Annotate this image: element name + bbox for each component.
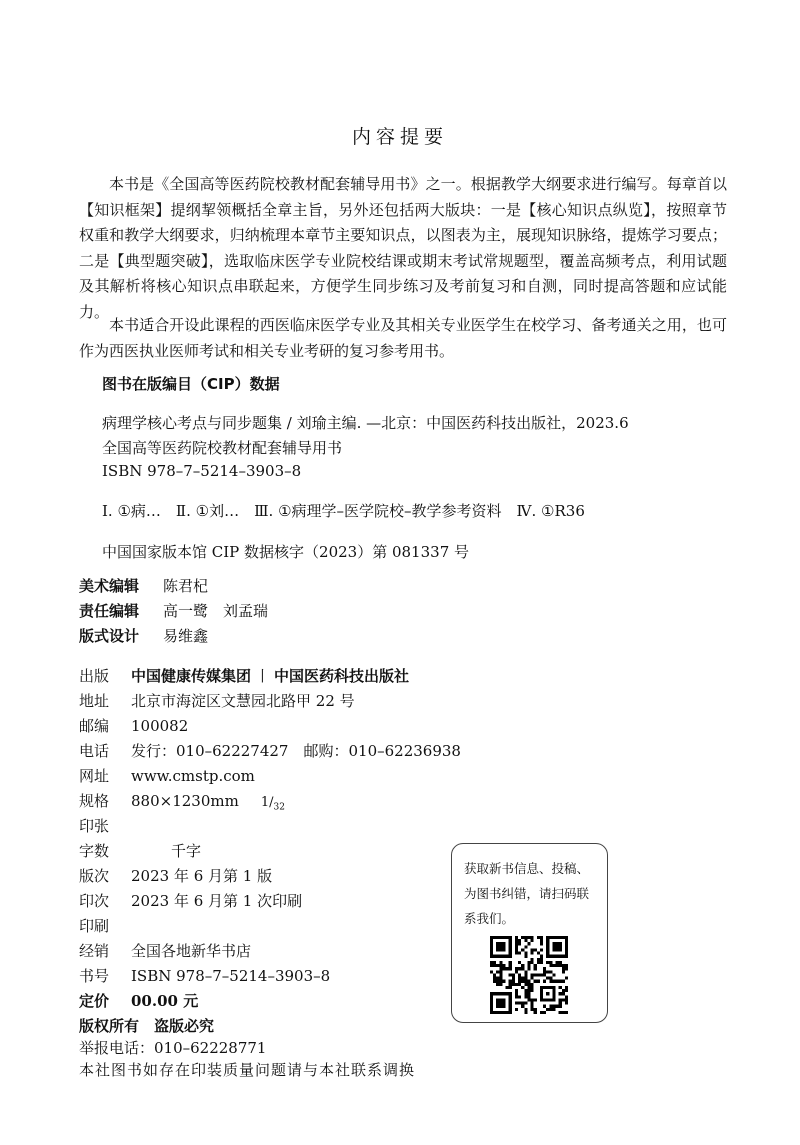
edition-row	[79, 865, 272, 886]
qr-code-icon[interactable]	[490, 936, 568, 1014]
qr-module	[543, 1005, 546, 1008]
qr-module	[521, 948, 524, 951]
qr-module	[559, 964, 562, 967]
qr-module	[518, 967, 521, 970]
qr-module	[534, 964, 537, 967]
qr-module	[540, 961, 543, 964]
qr-module	[515, 939, 518, 942]
qr-module	[499, 970, 502, 973]
qr-module	[562, 992, 565, 995]
qr-module	[565, 998, 568, 1001]
qr-module	[549, 1008, 552, 1011]
spec-value: 880×1230mm	[131, 792, 239, 810]
qr-module	[490, 970, 493, 973]
qr-module	[515, 995, 518, 998]
qr-module	[534, 948, 537, 951]
qr-module	[524, 1002, 527, 1005]
qr-module	[531, 961, 534, 964]
sheets-label: 印张	[79, 817, 110, 835]
qr-module	[537, 973, 540, 976]
qr-module	[524, 980, 527, 983]
qr-module	[524, 939, 527, 942]
qr-module	[531, 1002, 534, 1005]
qr-module	[493, 961, 496, 964]
editor-value: 陈君杞	[163, 577, 209, 595]
qr-module	[543, 973, 546, 976]
words-row	[79, 840, 201, 861]
postcode-row	[79, 715, 188, 736]
publisher-separator: 丨	[255, 667, 271, 685]
qr-module	[565, 1011, 568, 1014]
qr-module	[559, 986, 562, 989]
qr-module	[496, 980, 499, 983]
qr-module	[502, 967, 505, 970]
price-row	[79, 990, 198, 1011]
qr-module	[565, 986, 568, 989]
qr-module	[521, 936, 524, 939]
qr-module	[559, 998, 562, 1001]
qr-module	[527, 986, 530, 989]
qr-module	[565, 989, 568, 992]
website-row	[79, 765, 255, 786]
qr-module	[556, 1005, 559, 1008]
qr-module	[490, 964, 493, 967]
qr-module	[518, 939, 521, 942]
isbn-row	[79, 965, 330, 986]
qr-module	[515, 967, 518, 970]
qr-module	[527, 942, 530, 945]
qr-module	[493, 977, 496, 980]
qr-module	[515, 936, 518, 939]
qr-module	[543, 967, 546, 970]
qr-module	[499, 980, 502, 983]
qr-module	[518, 980, 521, 983]
qr-module	[499, 964, 502, 967]
qr-module	[565, 977, 568, 980]
qr-module	[527, 936, 530, 939]
postcode-value: 100082	[131, 717, 189, 735]
qr-module	[549, 964, 552, 967]
qr-module	[546, 970, 549, 973]
qr-module	[552, 1008, 555, 1011]
qr-module	[540, 936, 543, 939]
qr-module	[531, 952, 534, 955]
phone-value: 发行：010–62227427 邮购：010–62236938	[131, 742, 461, 760]
editor-row-responsible	[79, 600, 268, 621]
qr-module	[559, 980, 562, 983]
qr-module	[527, 992, 530, 995]
qr-module	[546, 961, 549, 964]
publisher-name: 中国医药科技出版社	[274, 667, 410, 685]
distributor-label: 经销	[79, 942, 110, 960]
qr-module	[549, 1005, 552, 1008]
qr-caption: 获取新书信息、投稿、为图书纠错，请扫码联系我们。	[464, 861, 590, 926]
spec-fraction-num: 1	[260, 795, 270, 810]
qr-module	[534, 1011, 537, 1014]
qr-module	[531, 986, 534, 989]
qr-module	[524, 936, 527, 939]
qr-module	[527, 967, 530, 970]
spec-label: 规格	[79, 792, 110, 810]
qr-module	[521, 1002, 524, 1005]
qr-module	[552, 1005, 555, 1008]
qr-module	[549, 961, 552, 964]
editor-label: 美术编辑	[79, 577, 140, 595]
qr-module	[502, 980, 505, 983]
words-label: 字数	[79, 842, 110, 860]
qr-module	[515, 983, 518, 986]
qr-contact-box	[451, 843, 608, 1023]
qr-module	[490, 961, 493, 964]
qr-module	[562, 967, 565, 970]
qr-module	[565, 967, 568, 970]
qr-module	[518, 1002, 521, 1005]
editor-label: 责任编辑	[79, 602, 140, 620]
qr-module	[518, 942, 521, 945]
qr-module	[537, 980, 540, 983]
qr-module	[493, 973, 496, 976]
qr-module	[527, 983, 530, 986]
printing-label: 印次	[79, 892, 110, 910]
qr-module	[515, 945, 518, 948]
qr-module	[543, 1011, 546, 1014]
spec-row	[79, 790, 285, 813]
summary-paragraph-2: 本书适合开设此课程的西医临床医学专业及其相关专业医学生在校学习、备考通关之用，也可作为西医执业医师考试和相关专业考研的复习参考用书。	[79, 316, 727, 360]
qr-module	[527, 998, 530, 1001]
qr-module	[509, 983, 512, 986]
editor-row-art	[79, 575, 208, 596]
cip-record: 中国国家版本馆 CIP 数据核字（2023）第 081337 号	[102, 543, 470, 561]
qr-module	[562, 970, 565, 973]
qr-module	[502, 964, 505, 967]
qr-module	[524, 977, 527, 980]
isbn-value: ISBN 978–7–5214–3903–8	[131, 967, 331, 985]
editor-value: 高一鹭 刘孟瑞	[163, 602, 269, 620]
qr-module	[496, 983, 499, 986]
qr-module	[537, 936, 540, 939]
quality-notice: 本社图书如存在印装质量问题请与本社联系调换	[79, 1061, 416, 1079]
edition-label: 版次	[79, 867, 110, 885]
qr-module	[506, 967, 509, 970]
qr-module	[499, 961, 502, 964]
qr-module	[499, 977, 502, 980]
qr-module	[509, 986, 512, 989]
cip-classification: Ⅰ. ①病… Ⅱ. ①刘… Ⅲ. ①病理学–医学院校–教学参考资料 Ⅳ. ①R36	[102, 502, 585, 520]
spec-fraction-den: 32	[273, 802, 285, 813]
website-value: www.cmstp.com	[131, 767, 255, 785]
qr-module	[565, 964, 568, 967]
qr-module	[543, 980, 546, 983]
qr-module	[499, 983, 502, 986]
editor-row-layout	[79, 625, 208, 646]
qr-module	[531, 1008, 534, 1011]
price-value: 00.00 元	[131, 992, 199, 1010]
qr-module	[521, 980, 524, 983]
qr-module	[531, 983, 534, 986]
qr-module	[515, 1002, 518, 1005]
qr-module	[527, 961, 530, 964]
qr-module	[562, 980, 565, 983]
qr-module	[540, 948, 543, 951]
qr-module	[521, 977, 524, 980]
qr-module	[515, 992, 518, 995]
publisher-group: 中国健康传媒集团	[131, 667, 252, 685]
qr-module	[512, 977, 515, 980]
qr-module	[534, 973, 537, 976]
publisher-label: 出版	[79, 667, 110, 685]
qr-module	[493, 964, 496, 967]
qr-module	[549, 977, 552, 980]
qr-module	[531, 1005, 534, 1008]
printer-row	[79, 915, 131, 936]
qr-module	[565, 995, 568, 998]
qr-module	[509, 964, 512, 967]
qr-module	[559, 1005, 562, 1008]
qr-module	[509, 980, 512, 983]
qr-module	[515, 948, 518, 951]
qr-module	[534, 1008, 537, 1011]
qr-module	[552, 964, 555, 967]
qr-module	[534, 967, 537, 970]
qr-module	[515, 942, 518, 945]
postcode-label: 邮编	[79, 717, 110, 735]
publisher-row	[79, 665, 409, 686]
qr-module	[531, 989, 534, 992]
qr-module	[512, 980, 515, 983]
price-label: 定价	[79, 992, 110, 1010]
qr-module	[509, 973, 512, 976]
qr-module	[521, 967, 524, 970]
cip-line-2: 全国高等医药院校教材配套辅导用书	[102, 439, 343, 457]
qr-module	[512, 973, 515, 976]
isbn-label: 书号	[79, 967, 110, 985]
qr-module	[512, 983, 515, 986]
qr-module	[515, 1008, 518, 1011]
sheets-row	[79, 815, 131, 836]
qr-module	[559, 992, 562, 995]
qr-module	[540, 1011, 543, 1014]
qr-module	[531, 948, 534, 951]
qr-module	[531, 936, 534, 939]
qr-module	[562, 964, 565, 967]
qr-module	[524, 992, 527, 995]
editor-label: 版式设计	[79, 627, 140, 645]
printing-value: 2023 年 6 月第 1 次印刷	[131, 892, 303, 910]
qr-module	[531, 977, 534, 980]
qr-module	[515, 989, 518, 992]
qr-module	[496, 977, 499, 980]
phone-label: 电话	[79, 742, 110, 760]
qr-module	[518, 952, 521, 955]
qr-module	[531, 998, 534, 1001]
qr-module	[559, 1002, 562, 1005]
qr-module	[559, 961, 562, 964]
spec-fraction: $1/_{32}$	[260, 795, 285, 813]
qr-module	[515, 952, 518, 955]
distributor-row	[79, 940, 251, 961]
qr-module	[509, 967, 512, 970]
qr-module	[556, 961, 559, 964]
qr-module	[527, 989, 530, 992]
page-title: 内容提要	[351, 126, 448, 148]
qr-module	[543, 970, 546, 973]
qr-module	[562, 998, 565, 1001]
qr-module	[552, 973, 555, 976]
qr-module	[527, 980, 530, 983]
cip-line-3: ISBN 978–7–5214–3903–8	[102, 462, 302, 480]
qr-module	[521, 1005, 524, 1008]
address-row	[79, 690, 355, 711]
qr-module	[493, 980, 496, 983]
qr-module	[524, 1008, 527, 1011]
qr-module	[537, 958, 540, 961]
qr-module	[524, 973, 527, 976]
qr-module	[518, 961, 521, 964]
qr-module	[549, 970, 552, 973]
qr-module	[518, 977, 521, 980]
qr-module	[524, 952, 527, 955]
qr-module	[518, 983, 521, 986]
qr-module	[524, 983, 527, 986]
qr-module	[515, 970, 518, 973]
qr-module	[534, 998, 537, 1001]
qr-module	[527, 995, 530, 998]
qr-module	[540, 942, 543, 945]
qr-module	[527, 964, 530, 967]
qr-module	[524, 995, 527, 998]
qr-module	[524, 1011, 527, 1014]
qr-module	[521, 986, 524, 989]
qr-module	[496, 964, 499, 967]
qr-module	[546, 977, 549, 980]
qr-module	[559, 1011, 562, 1014]
phone-row	[79, 740, 461, 761]
qr-module	[531, 958, 534, 961]
qr-module	[496, 970, 499, 973]
qr-module	[499, 973, 502, 976]
qr-module	[556, 980, 559, 983]
summary-paragraph-1: 本书是《全国高等医药院校教材配套辅导用书》之一。根据教学大纲要求进行编写。每章首以【知识框架】提纲挈领概括全章主旨，另外还包括两大版块：一是【核心知识点纵览】，按照章节权重和教学大纲要求，归纳梳理本章节主要知识点，以图表为主，展现知识脉络，提炼学习要点；二是【典型题突破】，选取临床医学专业院校结课或期末考试常规题型，覆盖高频考点，利用试题及其解析将核心知识点串联起来，方便学生同步练习及考前复习和自测，同时提高答题和应试能力。	[79, 175, 727, 321]
qr-module	[540, 973, 543, 976]
address-label: 地址	[79, 692, 110, 710]
qr-module	[537, 961, 540, 964]
editor-value: 易维鑫	[163, 627, 209, 645]
address-value: 北京市海淀区文慧园北路甲 22 号	[131, 692, 355, 710]
qr-module	[549, 980, 552, 983]
qr-module	[562, 989, 565, 992]
cip-line-1: 病理学核心考点与同步题集 / 刘瑜主编. —北京：中国医药科技出版社，2023.6	[102, 414, 629, 432]
qr-module	[499, 967, 502, 970]
report-phone: 举报电话：010–62228771	[79, 1039, 267, 1057]
qr-module	[524, 955, 527, 958]
website-label: 网址	[79, 767, 110, 785]
words-value: 千字	[171, 842, 202, 860]
edition-value: 2023 年 6 月第 1 版	[131, 867, 273, 885]
qr-module	[537, 952, 540, 955]
qr-module	[531, 939, 534, 942]
qr-module	[546, 1008, 549, 1011]
printing-row	[79, 890, 302, 911]
qr-module	[524, 970, 527, 973]
qr-module	[506, 986, 509, 989]
qr-module	[540, 958, 543, 961]
printer-label: 印刷	[79, 917, 110, 935]
qr-module	[565, 1002, 568, 1005]
qr-module	[552, 980, 555, 983]
qr-module	[524, 945, 527, 948]
qr-module	[518, 995, 521, 998]
qr-module	[556, 964, 559, 967]
qr-module	[509, 961, 512, 964]
qr-module	[540, 955, 543, 958]
qr-module	[518, 973, 521, 976]
qr-module	[562, 1011, 565, 1014]
qr-module	[524, 989, 527, 992]
cip-heading: 图书在版编目（CIP）数据	[102, 375, 280, 393]
qr-module	[534, 980, 537, 983]
distributor-value: 全国各地新华书店	[131, 942, 252, 960]
qr-module	[540, 939, 543, 942]
qr-module	[521, 964, 524, 967]
qr-module	[531, 973, 534, 976]
copyright-notice: 版权所有 盗版必究	[79, 1017, 215, 1035]
